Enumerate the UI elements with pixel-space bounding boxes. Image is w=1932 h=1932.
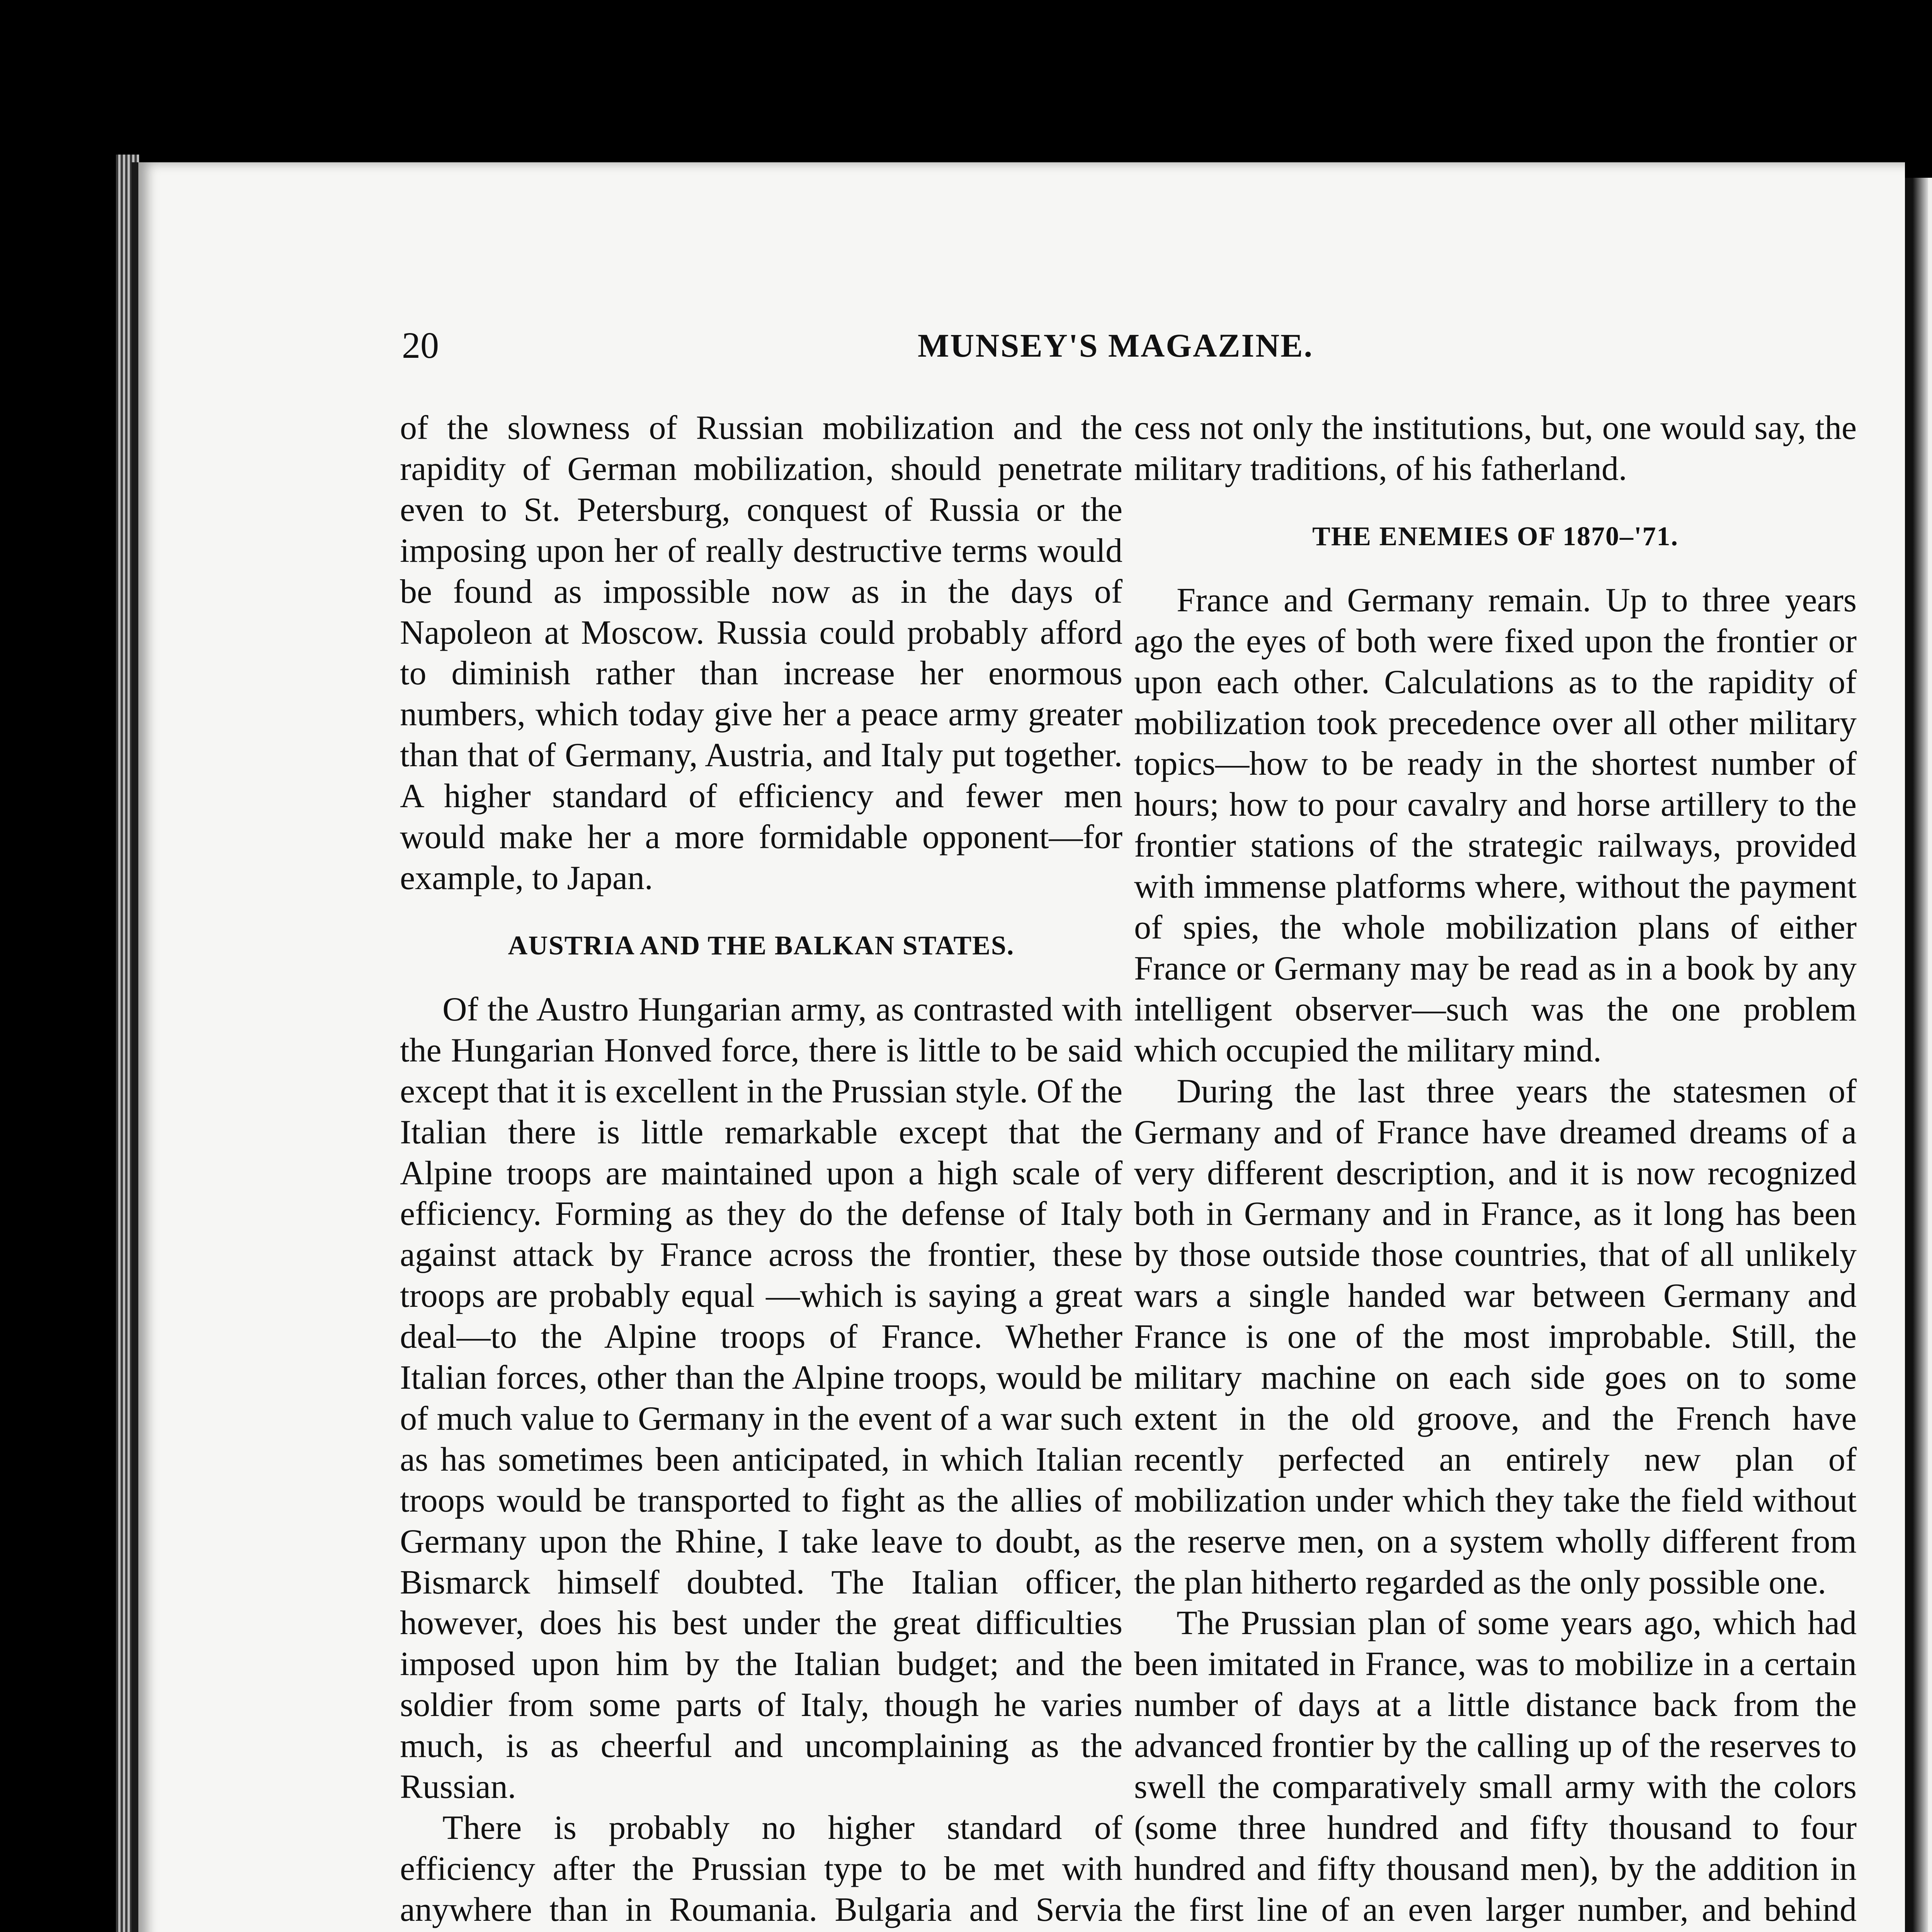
page-number: 20 [402, 325, 439, 366]
binding-gutter [1905, 178, 1928, 1932]
paragraph: France and Germany remain. Up to three years ago the eyes of both were fixed upon the frontier or upon each other. Calculations as to the rapidity of mobilization took precedence over all other military topics—how to be ready in the shortest number of hours; how to pour cavalry and horse artillery to the frontier stations of the strategic railways, provided with immense platforms where, without the payment of spies, the whole mobilization plans of either France or Germany may be read as in a book by any intelligent observer—such was the one problem which occupied the military mind. [1134, 581, 1857, 1069]
right-column [1134, 408, 1857, 1932]
paragraph: The Prussian plan of some years ago, which had been imitated in France, was to mobilize in a certain number of days at a little distance back from the advanced frontier by the calling up of the reserves to swell the comparatively small army with the colors (some three hundred and fifty thousand to four hundred and fifty thousand men), by the addition in the first line of an even larger number, and behind [1134, 1604, 1857, 1929]
left-column [400, 408, 1122, 1932]
section-heading: AUSTRIA AND THE BALKAN STATES. [508, 930, 1015, 961]
paragraph: cess not only the institutions, but, one would say, the military traditions, of his fatherland. [1134, 409, 1857, 488]
page-header [270, 324, 1731, 370]
paragraph: Of the Austro Hungarian army, as contrasted with the Hungarian Honved force, there is little to be said except that it is excellent in the Prussian style. Of the Italian there is little remarkable except that the Alpine troops are maintained upon a high scale of efficiency. Forming as they do the defense of Italy against attack by France across the frontier, these troops are probably equal —which is saying a great deal—to the Alpine troops of France. Whether Italian forces, other than the Alpine troops, would be of much value to Germany in the event of a war such as has sometimes been anticipated, in which Italian troops would be transported to fight as the allies of Germany upon the Rhine, I take leave to doubt, as Bismarck himself doubted. The Italian officer, however, does his best under the great difficulties imposed upon him by the Italian budget; and the soldier from some parts of Italy, though he varies much, is as cheerful and uncomplaining as the Russian. [400, 990, 1122, 1806]
paragraph: of the slowness of Russian mobilization and the rapidity of German mobilization, should penetrate even to St. Petersburg, conquest of Russia or the imposing upon her of really destructive terms would be found as impossible now as in the days of Napoleon at Moscow. Russia could probably afford to diminish rather than increase her enormous numbers, which today give her a peace army greater than that of Germany, Austria, and Italy put together. A higher standard of efficiency and fewer men would make her a more formidable opponent—for example, to Japan. [400, 409, 1122, 897]
paragraph: There is probably no higher standard of efficiency after the Prussian type to be met with anywhere than in Roumania. Bulgaria and Servia [400, 1809, 1122, 1929]
paragraph: During the last three years the statesmen of Germany and of France have dreamed dreams of a very different description, and it is now recognized both in Germany and in France, as it long has been by those outside those countries, that of all unlikely wars a single handed war between Germany and France is one of the most improbable. Still, the military machine on each side goes on to some extent in the old groove, and the French have recently perfected an entirely new plan of mobilization under which they take the field without the reserve men, on a system wholly different from the plan hitherto regarded as the only possible one. [1134, 1072, 1857, 1601]
running-head: MUNSEY'S MAGAZINE. [918, 327, 1313, 364]
section-heading: THE ENEMIES OF 1870–'71. [1312, 521, 1679, 551]
